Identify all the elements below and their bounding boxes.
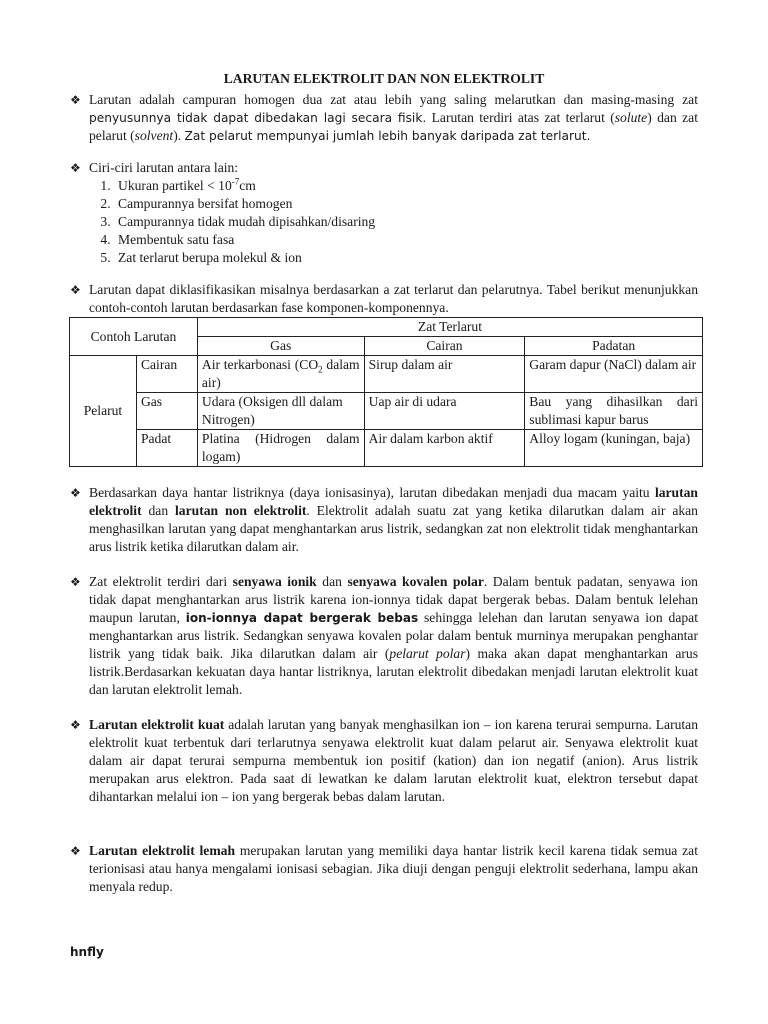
diamond-bullet-icon: ❖ bbox=[70, 161, 81, 175]
document-title: LARUTAN ELEKTROLIT DAN NON ELEKTROLIT bbox=[223, 71, 545, 86]
diamond-bullet-icon: ❖ bbox=[70, 93, 81, 107]
table-cell: Platina (Hidrogen dalam logam) bbox=[197, 430, 364, 467]
table-cell: Cairan bbox=[136, 356, 197, 393]
paragraph-definition bbox=[70, 91, 698, 145]
paragraph-classification bbox=[70, 281, 698, 317]
table-cell: Garam dapur (NaCl) dalam air bbox=[525, 356, 703, 393]
table-cell: Air terkarbonasi ($CO_2$ dalam air) bbox=[197, 356, 364, 393]
diamond-bullet-icon: ❖ bbox=[70, 283, 81, 297]
table-header-padatan: Padatan bbox=[525, 337, 703, 356]
text: penyusunnya tidak dapat dibedakan lagi secara fisik. bbox=[89, 111, 427, 125]
paragraph-strong-electrolyte: ❖ Larutan elektrolit kuat adalah larutan yang banyak menghasilkan ion – ion karena terurai sempurna. Larutan elektrolit kuat terbentuk dari terlarutnya senyawa elektrolit kuat dalam pelarut air. Senyawa elektrolit kuat dalam air dapat terurai sempurna membentuk ion positif (kation) dan ion negatif (anion). Arus listrik merupakan arus elektron. Pada saat di lewatkan ke dalam larutan elektrolit kuat, elektron tersebut dapat dihantarkan melalui ion – ion yang bergerak bebas dalam larutan. bbox=[70, 717, 698, 804]
diamond-bullet-icon: ❖ bbox=[70, 844, 81, 858]
term-polar-covalent: senyawa kovalen polar bbox=[347, 574, 484, 589]
paragraph-characteristics bbox=[70, 159, 698, 267]
table-header-gas: Gas bbox=[197, 337, 364, 356]
list-item: 4. Membentuk satu fasa bbox=[114, 231, 698, 249]
list-item: 5. Zat terlarut berupa molekul & ion bbox=[114, 249, 698, 267]
table-header-zat-terlarut: Zat Terlarut bbox=[197, 318, 702, 337]
paragraph-conductivity: ❖ Berdasarkan daya hantar listriknya (daya ionisasinya), larutan dibedakan menjadi dua macam yaitu larutan elektrolit dan larutan non elektrolit. Elektrolit adalah suatu zat yang ketika dilarutkan dalam air akan menghasilkan larutan yang dapat menghantarkan arus listrik, sedangkan zat non elektrolit tidak menghantarkan arus listrik ketika dilarutkan dalam air. bbox=[70, 485, 698, 554]
list-intro: Ciri-ciri larutan antara lain: bbox=[89, 160, 239, 175]
list-item: 2. Campurannya bersifat homogen bbox=[114, 195, 698, 213]
text: Zat pelarut mempunyai jumlah lebih banyak daripada zat terlarut. bbox=[184, 129, 591, 143]
text: Larutan terdiri atas zat terlarut ( bbox=[426, 110, 615, 125]
term-free-ions: ion-ionnya dapat bergerak bebas bbox=[185, 611, 419, 625]
table-cell: Alloy logam (kuningan, baja) bbox=[525, 430, 703, 467]
paragraph-compounds: ❖ Zat elektrolit terdiri dari senyawa ionik dan senyawa kovalen polar. Dalam bentuk padatan, senyawa ion tidak dapat menghantarkan arus listrik karena ion-ionnya tidak dapat bergerak bebas. Dalam bentuk lelehan maupun larutan, ion-ionnya dapat bergerak bebas sehingga lelehan dan larutan senyawa ion dapat menghantarkan arus listrik. Sedangkan senyawa kovalen polar dalam bentuk murninya merupakan penghantar listrik yang tidak baik. Jika dilarutkan dalam air (pelarut polar) maka akan dapat menghantarkan arus listrik.Berdasarkan kekuatan daya hantar listriknya, larutan elektrolit dibedakan menjadi larutan elektrolit kuat dan larutan elektrolit lemah. bbox=[70, 574, 698, 697]
table-cell: Sirup dalam air bbox=[364, 356, 525, 393]
text: Larutan dapat diklasifikasikan misalnya berdasarkan a zat terlarut dan pelarutnya. Tabel berikut menunjukkan contoh-contoh larutan berdasarkan fase komponen-komponennya. bbox=[89, 282, 698, 315]
term-solute: solute bbox=[614, 110, 648, 125]
table-header-contoh: Contoh Larutan bbox=[70, 318, 198, 356]
solution-table bbox=[69, 317, 703, 467]
diamond-bullet-icon: ❖ bbox=[70, 486, 81, 500]
document-page bbox=[70, 70, 698, 896]
term-electrolyte: larutan elektrolit bbox=[89, 485, 698, 518]
table-cell: Padat bbox=[136, 430, 197, 467]
diamond-bullet-icon: ❖ bbox=[70, 575, 81, 589]
table-row bbox=[70, 356, 703, 393]
table-cell: Bau yang dihasilkan dari sublimasi kapur barus bbox=[525, 393, 703, 430]
text: ). bbox=[173, 128, 185, 143]
term-strong-electrolyte: Larutan elektrolit kuat bbox=[89, 717, 225, 732]
table-header-cairan: Cairan bbox=[364, 337, 525, 356]
table-row bbox=[70, 393, 703, 430]
term-weak-electrolyte: Larutan elektrolit lemah bbox=[89, 843, 236, 858]
table-cell: Air dalam karbon aktif bbox=[364, 430, 525, 467]
text: ) dan zat pelarut ( bbox=[89, 110, 698, 143]
table-row bbox=[70, 430, 703, 467]
paragraph-weak-electrolyte: ❖ Larutan elektrolit lemah merupakan larutan yang memiliki daya hantar listrik kecil karena tidak semua zat terionisasi atau hanya mengalami ionisasi sebagian. Jika diuji dengan penguji elektrolit sederhana, lampu akan menyala redup. bbox=[70, 843, 698, 894]
table-cell: Gas bbox=[136, 393, 197, 430]
list-item: 3. Campurannya tidak mudah dipisahkan/disaring bbox=[114, 213, 698, 231]
diamond-bullet-icon: ❖ bbox=[70, 718, 81, 732]
text: Larutan adalah campuran homogen dua zat atau lebih yang saling melarutkan dan masing-masing zat bbox=[89, 92, 698, 107]
table-header-pelarut: Pelarut bbox=[70, 356, 137, 467]
list-item: 1. Ukuran partikel < $10^{-7}cm$ bbox=[114, 177, 698, 195]
table-cell: Uap air di udara bbox=[364, 393, 525, 430]
table-cell: Udara (Oksigen dll dalam Nitrogen) bbox=[197, 393, 364, 430]
footer-signature: hnfly bbox=[70, 945, 104, 959]
term-polar-solvent: pelarut polar bbox=[389, 646, 466, 661]
term-non-electrolyte: larutan non elektrolit bbox=[175, 503, 307, 518]
term-solvent: solvent bbox=[134, 128, 174, 143]
term-ionic: senyawa ionik bbox=[232, 574, 317, 589]
characteristics-list bbox=[70, 177, 698, 267]
